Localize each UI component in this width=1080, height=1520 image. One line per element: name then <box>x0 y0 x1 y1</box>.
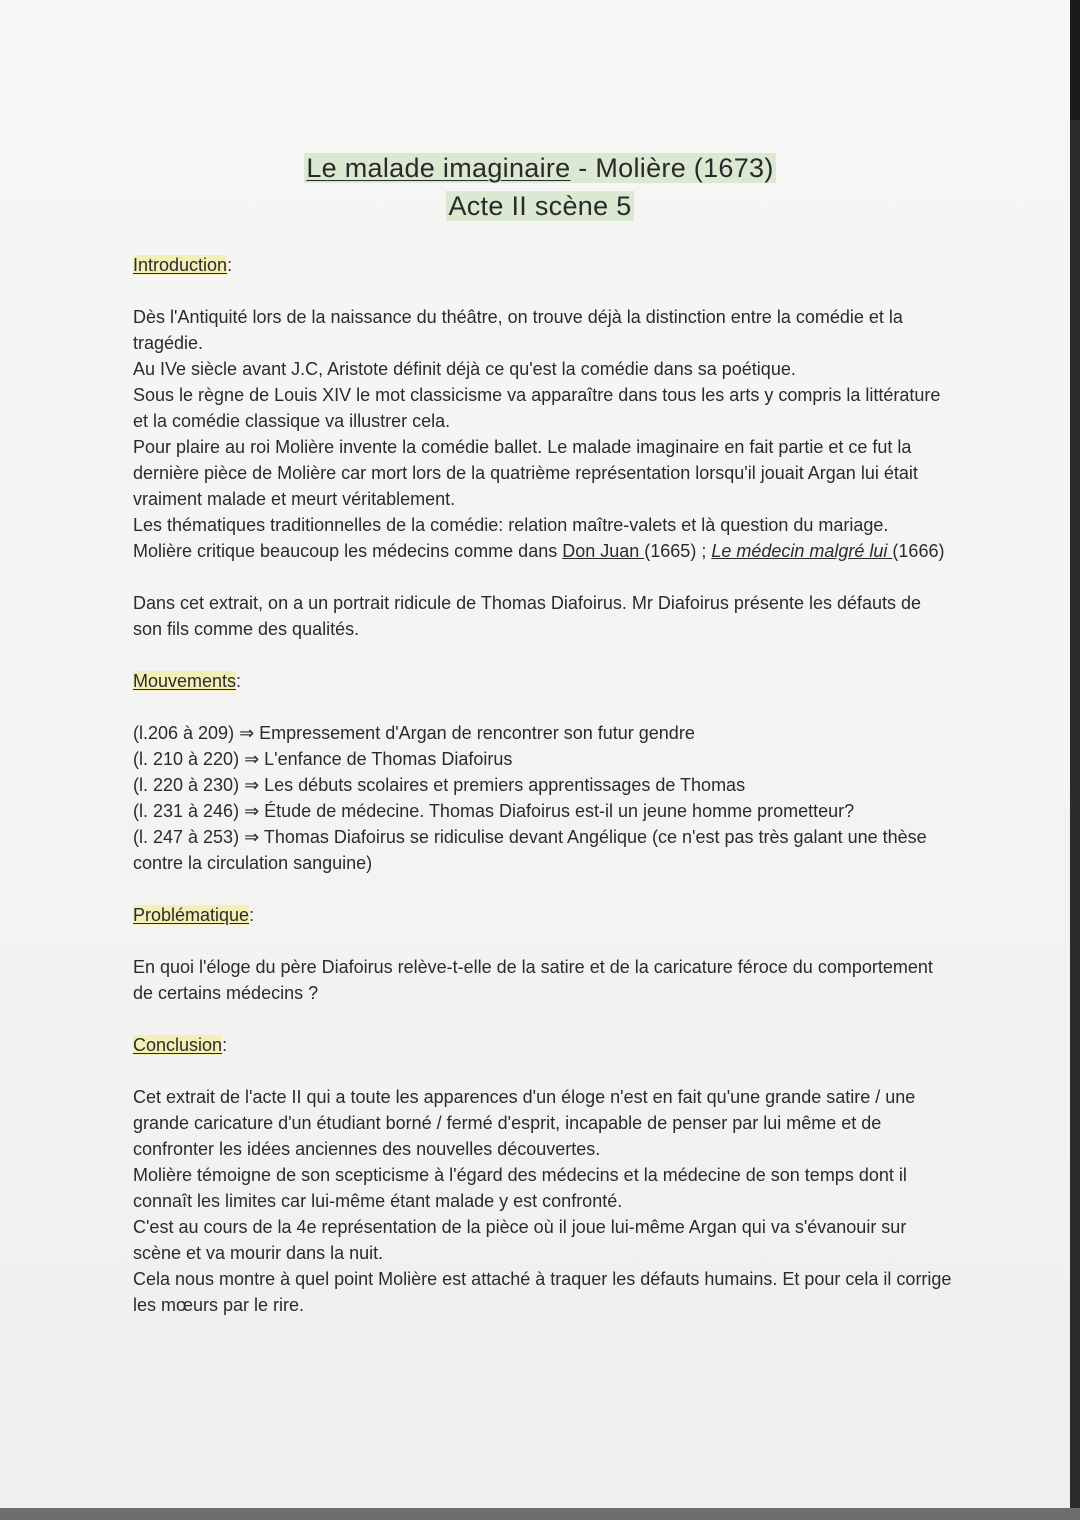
intro-paragraph: Dès l'Antiquité lors de la naissance du théâtre, on trouve déjà la distinction entre la comédie et la tragédie. <box>133 307 903 353</box>
mouvement-item: (l.206 à 209) ⇒ Empressement d'Argan de rencontrer son futur gendre <box>133 723 695 743</box>
play-title: Le malade imaginaire <box>306 153 571 183</box>
conclusion-paragraph: C'est au cours de la 4e représentation de la pièce où il joue lui-même Argan qui va s'évanouir sur scène et va mourir dans la nuit. <box>133 1217 907 1263</box>
section-heading-conclusion: Conclusion <box>133 1035 223 1055</box>
document-body <box>133 252 953 1318</box>
conclusion-paragraph: Molière témoigne de son scepticisme à l'égard des médecins et la médecine de son temps dont il connaît les limites car lui-même étant malade y est confronté. <box>133 1165 907 1211</box>
mouvement-item: (l. 210 à 220) ⇒ L'enfance de Thomas Diafoirus <box>133 749 513 769</box>
intro-critique: Molière critique beaucoup les médecins comme dans Don Juan (1665) ; Le médecin malgré lui (1666) <box>133 541 945 561</box>
section-mouvements: Mouvements: (l.206 à 209) ⇒ Empressement d'Argan de rencontrer son futur gendre (l. 210 à 220) ⇒ L'enfance de Thomas Diafoirus (l. 220 à 230) ⇒ Les débuts scolaires et premiers apprentissages de Thomas (l. 231 à 246) ⇒ Étude de médecine. Thomas Diafoirus est-il un jeune homme prometteur? (l. 247 à 253) ⇒ Thomas Diafoirus se ridiculise devant Angélique (ce n'est pas très galant une thèse contre la circulation sanguine) <box>133 668 953 876</box>
scan-edge-right <box>1070 0 1080 1520</box>
scene-title: Acte II scène 5 <box>448 191 632 221</box>
intro-extract: Dans cet extrait, on a un portrait ridicule de Thomas Diafoirus. Mr Diafoirus présente les défauts de son fils comme des qualités. <box>133 593 922 639</box>
mouvement-item: (l. 220 à 230) ⇒ Les débuts scolaires et premiers apprentissages de Thomas <box>133 775 746 795</box>
title-line <box>0 150 1080 186</box>
intro-paragraph: Sous le règne de Louis XIV le mot classicisme va apparaître dans tous les arts y compris la littérature et la comédie classique va illustrer cela. <box>133 385 941 431</box>
conclusion-paragraph: Cela nous montre à quel point Molière est attaché à traquer les défauts humains. Et pour cela il corrige les mœurs par le rire. <box>133 1269 952 1315</box>
work-don-juan: Don Juan <box>562 541 645 561</box>
intro-paragraph: Au IVe siècle avant J.C, Aristote définit déjà ce qu'est la comédie dans sa poétique. <box>133 359 796 379</box>
scan-edge-bottom <box>0 1508 1080 1520</box>
section-introduction <box>133 252 953 642</box>
mouvement-item: (l. 247 à 253) ⇒ Thomas Diafoirus se ridiculise devant Angélique (ce n'est pas très galant une thèse contre la circulation sanguine) <box>133 827 927 873</box>
mouvement-item: (l. 231 à 246) ⇒ Étude de médecine. Thomas Diafoirus est-il un jeune homme prometteur? <box>133 801 855 821</box>
problematique-text: En quoi l'éloge du père Diafoirus relève-t-elle de la satire et de la caricature féroce du comportement de certains médecins ? <box>133 957 933 1003</box>
section-heading-problematique: Problématique <box>133 905 250 925</box>
section-heading-mouvements: Mouvements <box>133 671 237 691</box>
conclusion-paragraph: Cet extrait de l'acte II qui a toute les apparences d'un éloge n'est en fait qu'une grande satire / une grande caricature d'un étudiant borné / fermé d'esprit, incapable de penser par lui même et de confronter les idées anciennes des nouvelles découvertes. <box>133 1087 916 1159</box>
subtitle-line <box>0 188 1080 224</box>
work-medecin-malgre-lui: Le médecin malgré lui <box>711 541 893 561</box>
intro-paragraph: Les thématiques traditionnelles de la comédie: relation maître-valets et là question du mariage. <box>133 515 889 535</box>
author-year: - Molière (1673) <box>570 153 774 183</box>
title-highlight <box>304 153 775 183</box>
section-heading-introduction: Introduction <box>133 255 228 275</box>
intro-paragraph: Pour plaire au roi Molière invente la comédie ballet. Le malade imaginaire en fait partie et ce fut la dernière pièce de Molière car mort lors de la quatrième représentation lorsqu'il jouait Argan lui était vraiment malade et meurt véritablement. <box>133 437 918 509</box>
title-block <box>0 150 1080 224</box>
section-conclusion: Conclusion: Cet extrait de l'acte II qui a toute les apparences d'un éloge n'est en fait qu'une grande satire / une grande caricature d'un étudiant borné / fermé d'esprit, incapable de penser par lui même et de confronter les idées anciennes des nouvelles découvertes. Molière témoigne de son scepticisme à l'égard des médecins et la médecine de son temps dont il connaît les limites car lui-même étant malade y est confronté. C'est au cours de la 4e représentation de la pièce où il joue lui-même Argan qui va s'évanouir sur scène et va mourir dans la nuit. Cela nous montre à quel point Molière est attaché à traquer les défauts humains. Et pour cela il corrige les mœurs par le rire. <box>133 1032 953 1318</box>
section-problematique: Problématique: En quoi l'éloge du père Diafoirus relève-t-elle de la satire et de la caricature féroce du comportement de certains médecins ? <box>133 902 953 1006</box>
heading-colon: : <box>227 255 233 275</box>
